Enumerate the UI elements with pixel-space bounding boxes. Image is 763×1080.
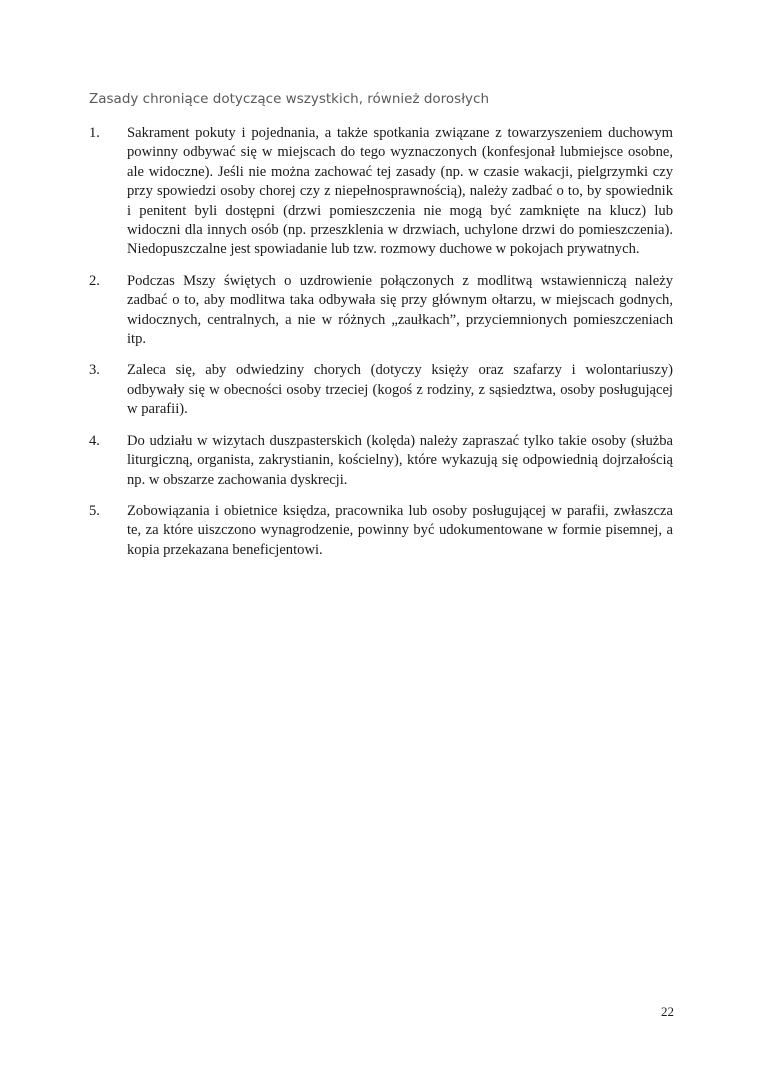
list-item-number: 5.: [89, 502, 100, 519]
list-item: [89, 361, 673, 419]
section-heading: Zasady chroniące dotyczące wszystkich, również dorosłych: [89, 91, 490, 107]
list-item-text: Zaleca się, aby odwiedziny chorych (dotyczy księży oraz szafarzy i wolontariuszy) odbywały się w obecności osoby trzeciej (kogoś z rodziny, z sąsiedztwa, osoby posługującej w parafii).: [127, 362, 673, 418]
list-item-number: 4.: [89, 432, 100, 449]
list-item-number: 2.: [89, 272, 100, 289]
page-number: 22: [661, 1004, 674, 1019]
list-item-text: Sakrament pokuty i pojednania, a także spotkania związane z towarzyszeniem duchowym powinny odbywać się w miejscach do tego wyznaczonych (konfesjonał lubmiejsce osobne, ale widoczne). Jeśli nie można zachować tej zasady (np. w czasie wakacji, pielgrzymki czy przy spowiedzi osoby chorej czy z niepełnosprawnością), należy zadbać o to, by spowiednik i penitent byli dostępni (drzwi pomieszczenia nie mogą być zamknięte na klucz) lub widoczni dla innych osób (np. przeszklenia w drzwiach, uchylone drzwi do pomieszczenia). Niedopuszczalne jest spowiadanie lub tzw. rozmowy duchowe w pokojach prywatnych.: [127, 125, 673, 258]
list-item: [89, 432, 673, 490]
list-item-number: 1.: [89, 125, 100, 141]
rules-list: [89, 124, 673, 572]
list-item: [89, 502, 673, 560]
list-item-text: Podczas Mszy świętych o uzdrowienie połączonych z modlitwą wstawienniczą należy zadbać o to, aby modlitwa taka odbywała się przy głównym ołtarzu, w miejscach godnych, widocznych, centralnych, a nie w różnych „zaułkach”, przyciemnionych pomieszczeniach itp.: [127, 272, 673, 348]
list-item-text: Zobowiązania i obietnice księdza, pracownika lub osoby posługującej w parafii, zwłaszcza te, za które uiszczono wynagrodzenie, powinny być udokumentowane w formie pisemnej, a kopia przekazana beneficjentowi.: [127, 502, 673, 558]
list-item: [89, 272, 673, 350]
list-item-text: Do udziału w wizytach duszpasterskich (kolęda) należy zapraszać tylko takie osoby (służba liturgiczną, organista, zakrystianin, kościelny), które wykazują się odpowiednią dojrzałością np. w obszarze zachowania dyskrecji.: [127, 432, 673, 488]
list-item: [89, 124, 673, 260]
list-item-number: 3.: [89, 362, 100, 379]
